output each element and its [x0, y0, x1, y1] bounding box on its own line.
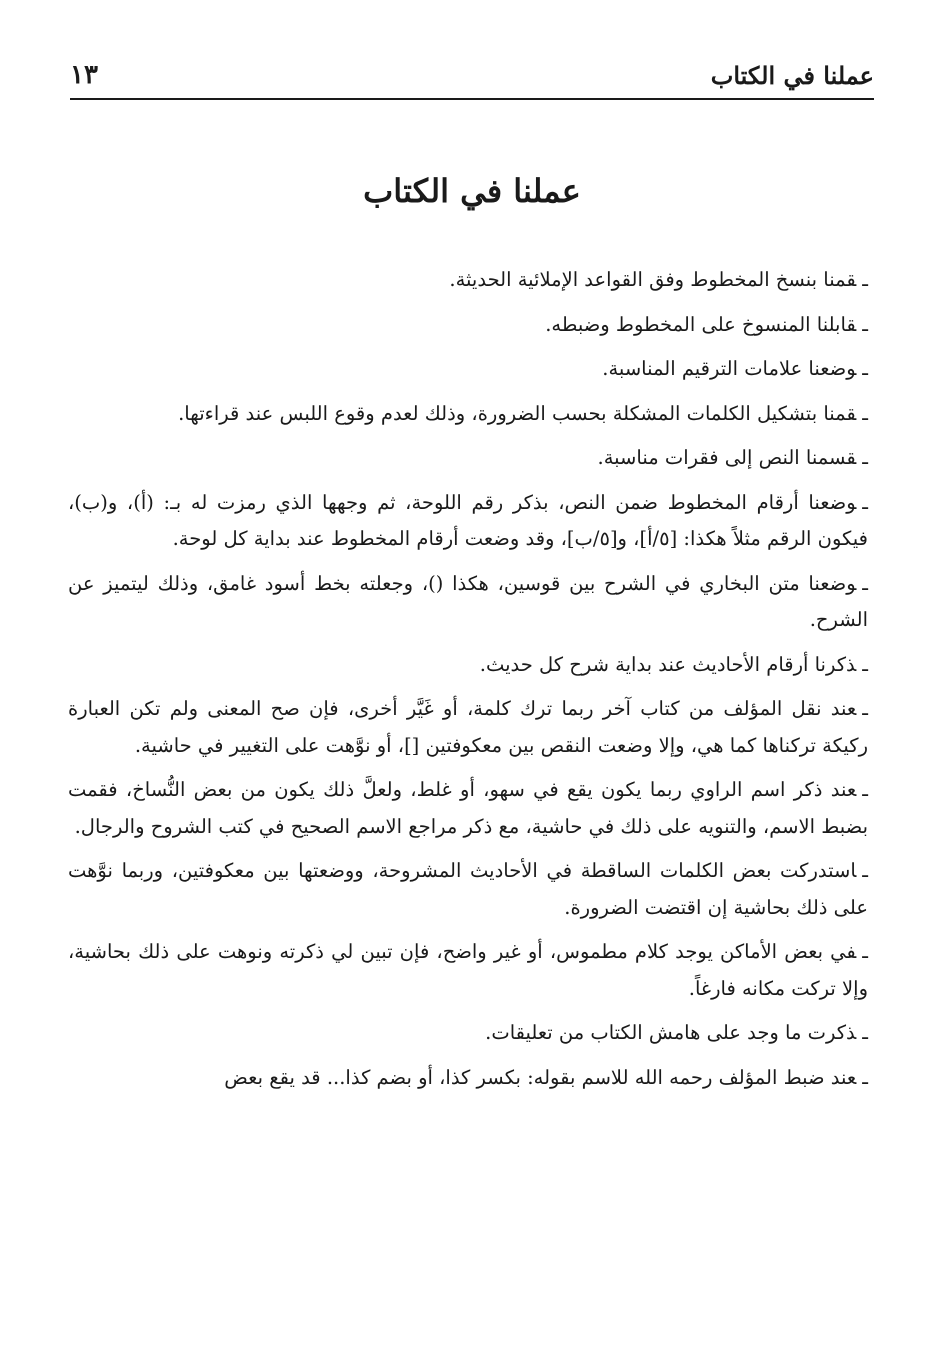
item-text: عند ضبط المؤلف رحمه الله للاسم بقوله: بكسر كذا، أو بضم كذا... قد يقع بعض	[224, 1065, 857, 1089]
list-item	[68, 485, 868, 558]
bullet-dash: ـ	[862, 446, 868, 469]
bullet-dash: ـ	[862, 1021, 868, 1044]
item-text: عند ذكر اسم الراوي ربما يكون يقع في سهو، أو غلط، ولعلَّ ذلك يكون من بعض النُّساخ، فقمت بضبط الاسم، والتنويه على ذلك في حاشية، مع ذكر مراجع الاسم الصحيح في كتب الشروح والرجال.	[68, 778, 868, 838]
bullet-dash: ـ	[862, 401, 868, 425]
list-item	[68, 262, 868, 299]
bullet-dash: ـ	[862, 571, 868, 595]
item-text: قسمنا النص إلى فقرات مناسبة.	[597, 446, 857, 469]
page-header	[70, 52, 874, 100]
item-text: ذكرنا أرقام الأحاديث عند بداية شرح كل حديث.	[479, 652, 857, 676]
bullet-dash: ـ	[862, 357, 868, 380]
item-text: ذكرت ما وجد على هامش الكتاب من تعليقات.	[485, 1021, 857, 1044]
list-item	[68, 351, 868, 388]
page-number: ١٣	[70, 60, 98, 90]
bullet-dash: ـ	[862, 312, 868, 336]
item-text: عند نقل المؤلف من كتاب آخر ربما ترك كلمة، أو غَيَّر أخرى، فإن صح المعنى ولم تكن العبارة ركيكة تركناها كما هي، وإلا وضعت النقص بين معكوفتين []، أو نوَّهت على التغيير في حاشية.	[68, 697, 868, 757]
running-title: عملنا في الكتاب	[710, 60, 874, 90]
item-text: قمنا بتشكيل الكلمات المشكلة بحسب الضرورة، وذلك لعدم وقوع اللبس عند قراءتها.	[178, 401, 857, 425]
bullet-dash: ـ	[862, 268, 868, 291]
item-text: وضعنا متن البخاري في الشرح بين قوسين، هكذا ()، وجعلته بخط أسود غامق، وذلك ليتميز عن الشرح.	[68, 571, 868, 631]
list-item	[68, 396, 868, 433]
bullet-dash: ـ	[862, 652, 868, 676]
list-item	[68, 566, 868, 639]
list-item	[68, 691, 868, 764]
list-item	[68, 934, 868, 1007]
item-text: استدركت بعض الكلمات الساقطة في الأحاديث المشروحة، ووضعتها بين معكوفتين، وربما نوَّهت على ذلك بحاشية إن اقتضت الضرورة.	[68, 859, 868, 919]
bullet-dash: ـ	[862, 490, 868, 514]
bullet-dash: ـ	[862, 778, 868, 801]
list-item	[68, 647, 868, 684]
item-text: وضعنا علامات الترقيم المناسبة.	[602, 357, 857, 380]
list-item	[68, 853, 868, 926]
list-item	[68, 1015, 868, 1052]
bullet-dash: ـ	[862, 1065, 868, 1089]
item-text: قابلنا المنسوخ على المخطوط وضبطه.	[545, 312, 857, 336]
item-text: قمنا بنسخ المخطوط وفق القواعد الإملائية الحديثة.	[449, 268, 857, 291]
list-item	[68, 772, 868, 845]
item-text: وضعنا أرقام المخطوط ضمن النص، بذكر رقم اللوحة، ثم وجهها الذي رمزت له بـ: (أ)، و(ب)، فيكون الرقم مثلاً هكذا: [٥/أ]، و[٥/ب]، وقد وضعت أرقام المخطوط عند بداية كل لوحة.	[68, 490, 868, 550]
list-item	[68, 1060, 868, 1097]
list-item	[68, 307, 868, 344]
list-item	[68, 440, 868, 477]
bullet-dash: ـ	[862, 859, 868, 882]
item-text: في بعض الأماكن يوجد كلام مطموس، أو غير واضح، فإن تبين لي ذكرته ونوهت على ذلك بحاشية، وإلا تركت مكانه فارغاً.	[68, 940, 868, 1000]
chapter-title: عملنا في الكتاب	[363, 172, 581, 210]
bullet-dash: ـ	[862, 697, 868, 720]
body-text	[68, 262, 868, 1104]
bullet-dash: ـ	[862, 940, 868, 963]
